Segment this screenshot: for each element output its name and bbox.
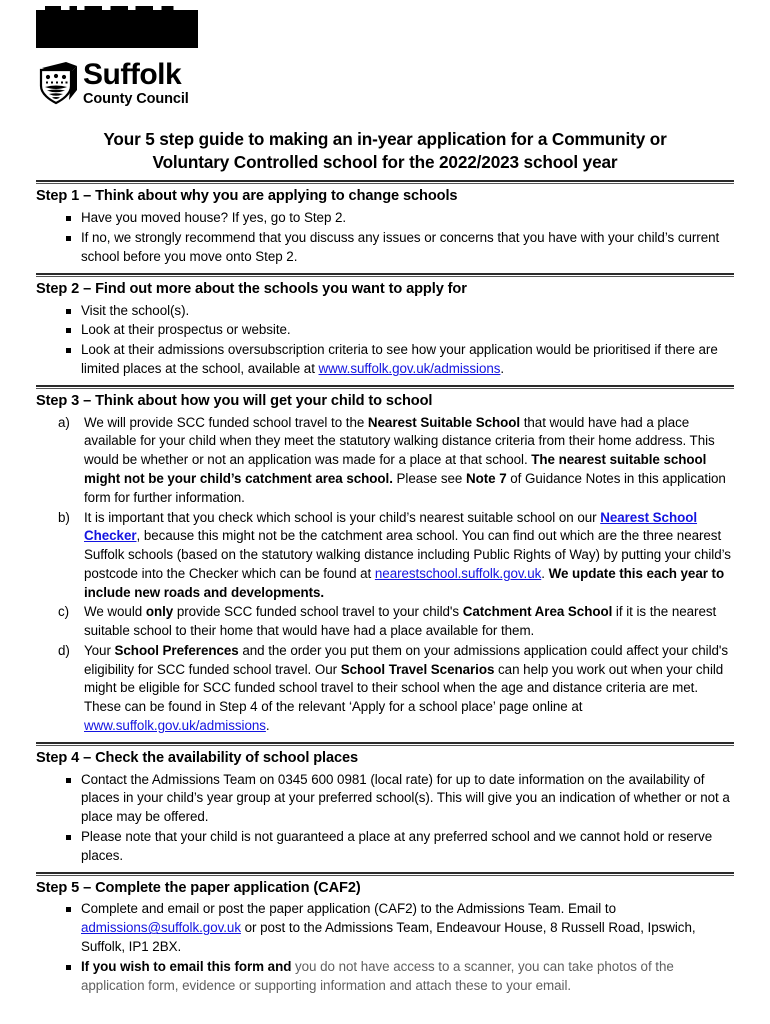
section-step-5 bbox=[36, 879, 734, 996]
text-segment: that would have had a place available for your child when they meet the statutory walking distance criteria from their home address. This would be whether or not an application was made for a place at that school. bbox=[84, 414, 715, 468]
text-segment: . bbox=[541, 565, 549, 581]
text-segment: or post to the Admissions Team, Endeavour House, 8 Russell Road, Ipswich, Suffolk, IP1 2BX. bbox=[81, 920, 696, 955]
list-marker: a) bbox=[58, 414, 70, 430]
redacted-text-bar bbox=[36, 10, 198, 48]
list-item bbox=[36, 341, 734, 379]
suffolk-county-council-logo bbox=[36, 60, 734, 112]
step-2-heading: Step 2 – Find out more about the schools you want to apply for bbox=[36, 280, 467, 297]
page-title bbox=[36, 128, 734, 174]
page-title-line-1: Your 5 step guide to making an in-year application for a Community or bbox=[103, 129, 667, 149]
list-item-d bbox=[36, 642, 734, 736]
list-item: If no, we strongly recommend that you discuss any issues or concerns that you have with your child’s current school before you move onto Step 2. bbox=[36, 229, 734, 267]
emphasis-note-7: Note 7 bbox=[465, 471, 507, 486]
text-segment: Please see bbox=[392, 471, 466, 486]
logo-subtitle: County Council bbox=[83, 90, 189, 107]
list-item: Have you moved house? If yes, go to Step 2. bbox=[36, 209, 734, 228]
list-marker: b) bbox=[58, 509, 70, 525]
text-segment: We will provide SCC funded school travel to the bbox=[84, 414, 368, 430]
emphasis-school-travel-scenarios: School Travel Scenarios bbox=[340, 661, 495, 677]
text-segment: Look at their admissions oversubscription criteria to see how your application would be prioritised if there are limited places at the school, available at bbox=[81, 342, 718, 376]
step-1-heading: Step 1 – Think about why you are applying to change schools bbox=[36, 188, 458, 205]
text-segment: Complete and email or post the paper application (CAF2) to the Admissions Team. Email to bbox=[81, 901, 616, 917]
section-divider bbox=[36, 180, 734, 184]
step-3-heading: Step 3 – Think about how you will get your child to school bbox=[36, 392, 433, 409]
step-4-bullet-list bbox=[36, 771, 734, 866]
text-segment: can help you work out when your child might be eligible for SCC funded school travel to their school when the age and distance criteria are met. These can be found in Step 4 of the relevant ‘Apply for a school place’ page online at bbox=[84, 661, 724, 715]
emphasis-email-this-form: If you wish to email this form and bbox=[81, 958, 292, 974]
step-5-heading: Step 5 – Complete the paper application (CAF2) bbox=[36, 879, 361, 896]
section-divider bbox=[36, 872, 734, 876]
list-item: Please note that your child is not guaranteed a place at any preferred school and we cannot hold or reserve places. bbox=[36, 828, 734, 866]
step-5-bullet-list bbox=[36, 900, 734, 995]
text-segment: , because this might not be the catchment area school. You can find out which are the three nearest Suffolk schools (based on the statutory walking distance including Public Rights of Way) by putting your child’s postcode into the Checker which can be found at bbox=[84, 528, 731, 581]
list-item bbox=[36, 900, 734, 956]
page-title-line-2: Voluntary Controlled school for the 2022/2023 school year bbox=[152, 152, 618, 173]
list-marker: c) bbox=[58, 604, 70, 620]
emphasis-only: only bbox=[145, 604, 174, 620]
section-step-4 bbox=[36, 749, 734, 866]
list-item: Visit the school(s). bbox=[36, 302, 734, 321]
step-4-heading: Step 4 – Check the availability of school places bbox=[36, 749, 359, 766]
section-step-1 bbox=[36, 187, 734, 266]
suffolk-coat-of-arms-icon bbox=[36, 60, 78, 106]
list-item: Contact the Admissions Team on 0345 600 0981 (local rate) for up to date information on the availability of places in your child’s year group at your preferred school(s). This will give you an indication of whether or not a place may be offered. bbox=[36, 771, 734, 827]
emphasis-catchment-note: The nearest suitable school might not be your child’s catchment area school. bbox=[84, 452, 707, 486]
section-step-3 bbox=[36, 392, 734, 736]
nearest-school-checker-link[interactable]: Nearest School Checker bbox=[84, 509, 698, 544]
section-step-2 bbox=[36, 280, 734, 379]
text-segment: We would bbox=[84, 604, 146, 620]
section-divider bbox=[36, 385, 734, 389]
text-segment: . bbox=[265, 717, 270, 733]
suffolk-admissions-link[interactable]: www.suffolk.gov.uk/admissions bbox=[318, 360, 501, 376]
section-divider bbox=[36, 742, 734, 746]
text-segment: provide SCC funded school travel to your child's bbox=[173, 604, 463, 620]
list-item-b bbox=[36, 509, 734, 603]
emphasis-catchment-area-school: Catchment Area School bbox=[462, 604, 613, 620]
emphasis-school-preferences: School Preferences bbox=[114, 642, 239, 658]
list-item-a bbox=[36, 414, 734, 508]
emphasis-nearest-suitable-school: Nearest Suitable School bbox=[367, 414, 521, 430]
step-3-lettered-list bbox=[36, 414, 734, 736]
list-marker: d) bbox=[58, 642, 70, 658]
logo-title: Suffolk bbox=[83, 58, 182, 91]
text-segment: It is important that you check which school is your child’s nearest suitable school on our bbox=[84, 509, 601, 525]
text-segment: Your bbox=[84, 642, 115, 658]
list-item-c bbox=[36, 603, 734, 641]
admissions-email-link[interactable]: admissions@suffolk.gov.uk bbox=[81, 920, 241, 936]
list-item: Look at their prospectus or website. bbox=[36, 321, 734, 340]
page-header bbox=[36, 0, 734, 112]
text-segment: . bbox=[500, 360, 505, 376]
suffolk-admissions-link-2[interactable]: www.suffolk.gov.uk/admissions bbox=[84, 717, 266, 733]
text-segment: if it is the nearest suitable school to their home that would have had a place available for them. bbox=[84, 604, 717, 639]
list-item bbox=[36, 958, 734, 996]
text-segment: and the order you put them on your admissions application could affect your child's eligibility for SCC funded school travel. Our bbox=[84, 642, 729, 677]
section-divider bbox=[36, 273, 734, 277]
logo-wordmark bbox=[83, 60, 189, 107]
nearestschool-suffolk-link[interactable]: nearestschool.suffolk.gov.uk bbox=[374, 565, 542, 581]
text-segment-muted: you do not have access to a scanner, you can take photos of the application form, evidence or supporting information and attach these to your email. bbox=[81, 958, 674, 993]
text-segment: of Guidance Notes in this application form for further information. bbox=[84, 471, 726, 505]
emphasis-update-yearly: We update this each year to include new roads and developments. bbox=[84, 565, 725, 600]
step-2-bullet-list bbox=[36, 302, 734, 379]
step-1-bullet-list bbox=[36, 209, 734, 266]
